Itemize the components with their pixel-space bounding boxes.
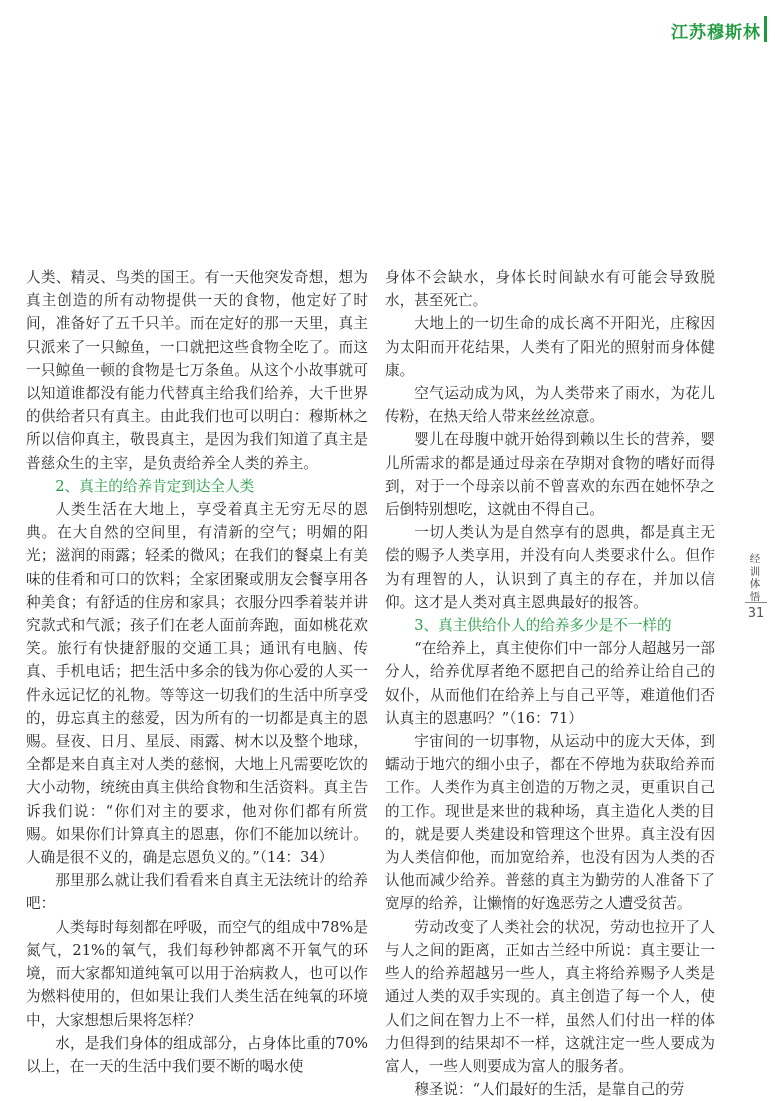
page-number: 31 bbox=[747, 606, 765, 621]
section-heading: 3、真主供给仆人的给养多少是不一样的 bbox=[414, 617, 672, 635]
paragraph: 那里那么就让我们看看来自真主无法统计的给养吧： bbox=[26, 872, 368, 913]
magazine-brand: 江苏穆斯林 bbox=[671, 23, 761, 43]
paragraph: 人类每时每刻都在呼吸，而空气的组成中78%是氮气，21%的氧气，我们每秒钟都离不开氧气的环境，而大家都知道纯氧可以用于治病救人，也可以作为燃料使用的，但如果让我们人类生活在纯氧的环境中，大家想想后果将怎样？ bbox=[26, 918, 368, 1029]
paragraph: 人类生活在大地上，享受着真主无穷无尽的恩典。在大自然的空间里，有清新的空气；明媚的阳光；滋润的雨露；轻柔的微风；在我们的餐桌上有美味的佳肴和可口的饮料；全家团聚或朋友会餐享用各种美食；有舒适的住房和家具；衣服分四季着装并讲究款式和气派；孩子们在老人面前奔跑，面如桃花欢笑。旅行有快捷舒服的交通工具；通讯有电脑、传真、手机电话；把生活中多余的钱为你心爱的人买一件永远记忆的礼物。等等这一切我们的生活中所享受的，毋忘真主的慈爱，因为所有的一切都是真主的恩赐。昼夜、日月、星辰、雨露、树木以及整个地球，全都是来自真主对人类的慈悯，大地上凡需要吃饮的大小动物，统统由真主供给食物和生活资料。真主告诉我们说：“你们对主的要求，他对你们都有所赏赐。如果你们计算真主的恩惠，你们不能加以统计。人确是很不义的，确是忘恩负义的。”（14：34） bbox=[26, 501, 368, 867]
paragraph: 婴儿在母腹中就开始得到赖以生长的营养，婴儿所需求的都是通过母亲在孕期对食物的嗜好而得到，对于一个母亲以前不曾喜欢的东西在她怀孕之后倒特别想吃，这就由不得自己。 bbox=[385, 431, 715, 519]
paragraph: 一切人类认为是自然享有的恩典，都是真主无偿的赐予人类享用，并没有向人类要求什么。但作为有理智的人，认识到了真主的存在，并加以信仰。这才是人类对真主恩典最好的报答。 bbox=[385, 524, 715, 611]
paragraph: 宇宙间的一切事物，从运动中的庞大天体，到蠕动于地穴的细小虫子，都在不停地为获取给养而工作。人类作为真主创造的万物之灵，更重识自己的工作。现世是来世的栽种场，真主造化人类的目的，就是要人类建设和管理这个世界。真主没有因为人类信仰他，而加宽给养，也没有因为人类的否认他而减少给养。普慈的真主为勤劳的人准备下了宽厚的给养，让懒惰的好逸恶劳之人遭受贫苦。 bbox=[385, 733, 715, 913]
paragraph: 空气运动成为风，为人类带来了雨水，为花儿传粉，在热天给人带来丝丝凉意。 bbox=[385, 385, 715, 426]
right-column bbox=[385, 266, 715, 1101]
paragraph: 大地上的一切生命的成长离不开阳光，庄稼因为太阳而开花结果，人类有了阳光的照射而身体健康。 bbox=[385, 315, 715, 379]
section-label-char: 体 bbox=[749, 578, 761, 590]
paragraph: 身体不会缺水，身体长时间缺水有可能会导致脱水，甚至死亡。 bbox=[385, 269, 715, 310]
page-number-rule bbox=[745, 602, 767, 603]
section-label bbox=[746, 553, 764, 603]
section-heading: 2、真主的给养肯定到达全人类 bbox=[55, 477, 255, 495]
paragraph: “在给养上，真主使你们中一部分人超越另一部分人，给养优厚者绝不愿把自己的给养让给自己的奴仆，从而他们在给养上与自己平等，难道他们否认真主的恩惠吗？”（16：71） bbox=[385, 640, 715, 727]
paragraph: 人类、精灵、鸟类的国王。有一天他突发奇想，想为真主创造的所有动物提供一天的食物，他定好了时间，准备好了五千只羊。而在定好的那一天里，真主只派来了一只鲸鱼，一口就把这些食物全吃了。而这一只鲸鱼一顿的食物是七万条鱼。从这个小故事就可以知道谁都没有能力代替真主给我们给养，大千世界的供给者只有真主。由此我们也可以明白：穆斯林之所以信仰真主，敬畏真主，是因为我们知道了真主是普慈众生的主宰，是负责给养全人类的养主。 bbox=[26, 269, 368, 472]
section-label-char: 悟 bbox=[749, 590, 761, 603]
paragraph: 穆圣说：“人们最好的生活，是靠自己的劳 bbox=[414, 1081, 685, 1099]
paragraph: 劳动改变了人类社会的状况，劳动也拉开了人与人之间的距离，正如古兰经中所说：真主要让一些人的给养超越另一些人，真主将给养赐予人类是通过人类的双手实现的。真主创造了每一个人，使人们之间在智力上不一样，虽然人们付出一样的体力但得到的结果却不一样，这就注定一些人要成为富人，一些人则要成为富人的服务者。 bbox=[385, 918, 715, 1075]
section-label-char: 经 bbox=[749, 553, 761, 565]
section-label-char: 训 bbox=[749, 565, 761, 578]
paragraph: 水，是我们身体的组成部分，占身体比重的70%以上，在一天的生活中我们要不断的喝水使 bbox=[26, 1034, 368, 1075]
left-column bbox=[26, 266, 368, 1078]
brand-divider bbox=[764, 16, 767, 42]
